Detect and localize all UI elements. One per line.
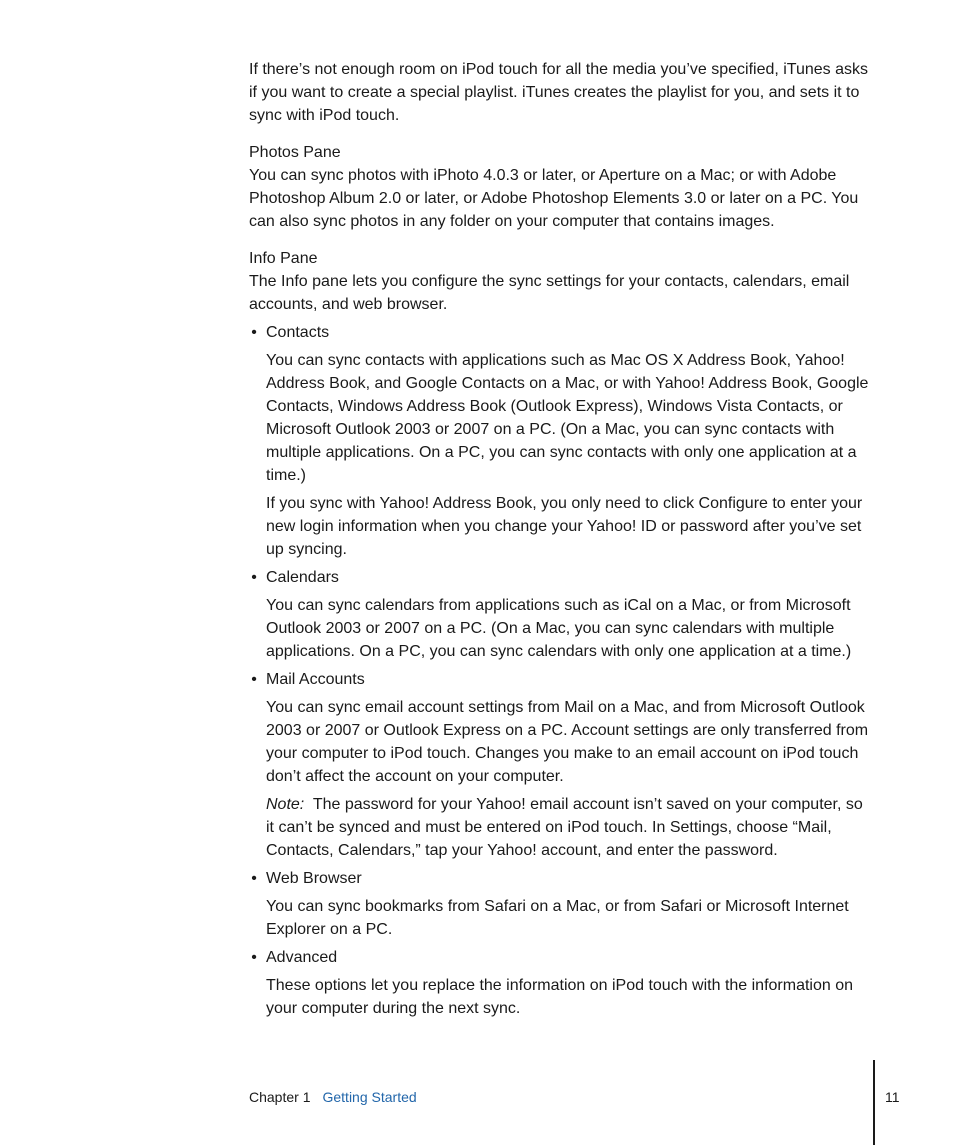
list-item-label: Web Browser	[266, 870, 362, 887]
note-label: Note:	[266, 796, 305, 813]
info-pane-list	[249, 321, 874, 1020]
list-item-body: You can sync contacts with applications such as Mac OS X Address Book, Yahoo! Address Book, and Google Contacts on a Mac, or with Yahoo! Address Book, Google Contacts, Windows Address Book (Outlook Express), Windows Vista Contacts, or Microsoft Outlook 2003 or 2007 on a PC. (On a Mac, you can sync contacts with multiple applications. On a PC, you can sync contacts with only one application at a time.)	[266, 352, 869, 484]
list-item-mail-accounts	[249, 668, 874, 862]
footer-chapter-link[interactable]: Getting Started	[322, 1089, 417, 1105]
page-number: 11	[885, 1089, 900, 1105]
list-item-advanced	[249, 946, 874, 1020]
intro-paragraph: If there’s not enough room on iPod touch for all the media you’ve specified, iTunes asks if you want to create a special playlist. iTunes creates the playlist for you, and sets it to sync with iPod touch.	[249, 61, 869, 124]
footer-divider	[873, 1060, 875, 1145]
page-content	[249, 58, 874, 1034]
bullet-icon: •	[251, 324, 257, 341]
list-item-label: Contacts	[266, 324, 330, 341]
bullet-icon: •	[251, 671, 257, 688]
photos-pane-section	[249, 141, 874, 233]
section-body: You can sync photos with iPhoto 4.0.3 or later, or Aperture on a Mac; or with Adobe Photoshop Album 2.0 or later, or Adobe Photoshop Elements 3.0 or later on a PC. You can also sync photos in any folder on your computer that contains images.	[249, 167, 859, 230]
list-item-web-browser	[249, 867, 874, 941]
footer-chapter: Chapter 1	[249, 1089, 311, 1105]
bullet-icon: •	[251, 870, 257, 887]
list-item-label: Mail Accounts	[266, 671, 365, 688]
section-heading: Photos Pane	[249, 144, 341, 161]
bullet-icon: •	[251, 949, 257, 966]
list-item-label: Calendars	[266, 569, 339, 586]
note-text: The password for your Yahoo! email account isn’t saved on your computer, so it can’t be synced and must be entered on iPod touch. In Settings, choose “Mail, Contacts, Calendars,” tap your Yahoo! account, and enter the password.	[266, 796, 863, 859]
info-pane-section	[249, 247, 874, 1020]
list-item-calendars	[249, 566, 874, 663]
list-item-body: If you sync with Yahoo! Address Book, you only need to click Configure to enter your new login information when you change your Yahoo! ID or password after you’ve set up syncing.	[266, 495, 863, 558]
note-paragraph	[266, 793, 874, 862]
list-item-body: You can sync email account settings from Mail on a Mac, and from Microsoft Outlook 2003 or 2007 or Outlook Express on a PC. Account settings are only transferred from your computer to iPod touch. Changes you make to an email account on iPod touch don’t affect the account on your computer.	[266, 699, 869, 785]
list-item-body: These options let you replace the information on iPod touch with the information on your computer during the next sync.	[266, 977, 854, 1017]
list-item-body: You can sync bookmarks from Safari on a Mac, or from Safari or Microsoft Internet Explorer on a PC.	[266, 898, 849, 938]
list-item-body: You can sync calendars from applications such as iCal on a Mac, or from Microsoft Outlook 2003 or 2007 on a PC. (On a Mac, you can sync calendars with multiple applications. On a PC, you can sync calendars with only one application at a time.)	[266, 597, 852, 660]
bullet-icon: •	[251, 569, 257, 586]
list-item-label: Advanced	[266, 949, 338, 966]
list-item-contacts	[249, 321, 874, 561]
section-body: The Info pane lets you configure the sync settings for your contacts, calendars, email accounts, and web browser.	[249, 273, 850, 313]
section-heading: Info Pane	[249, 250, 318, 267]
page-footer	[249, 1087, 417, 1107]
